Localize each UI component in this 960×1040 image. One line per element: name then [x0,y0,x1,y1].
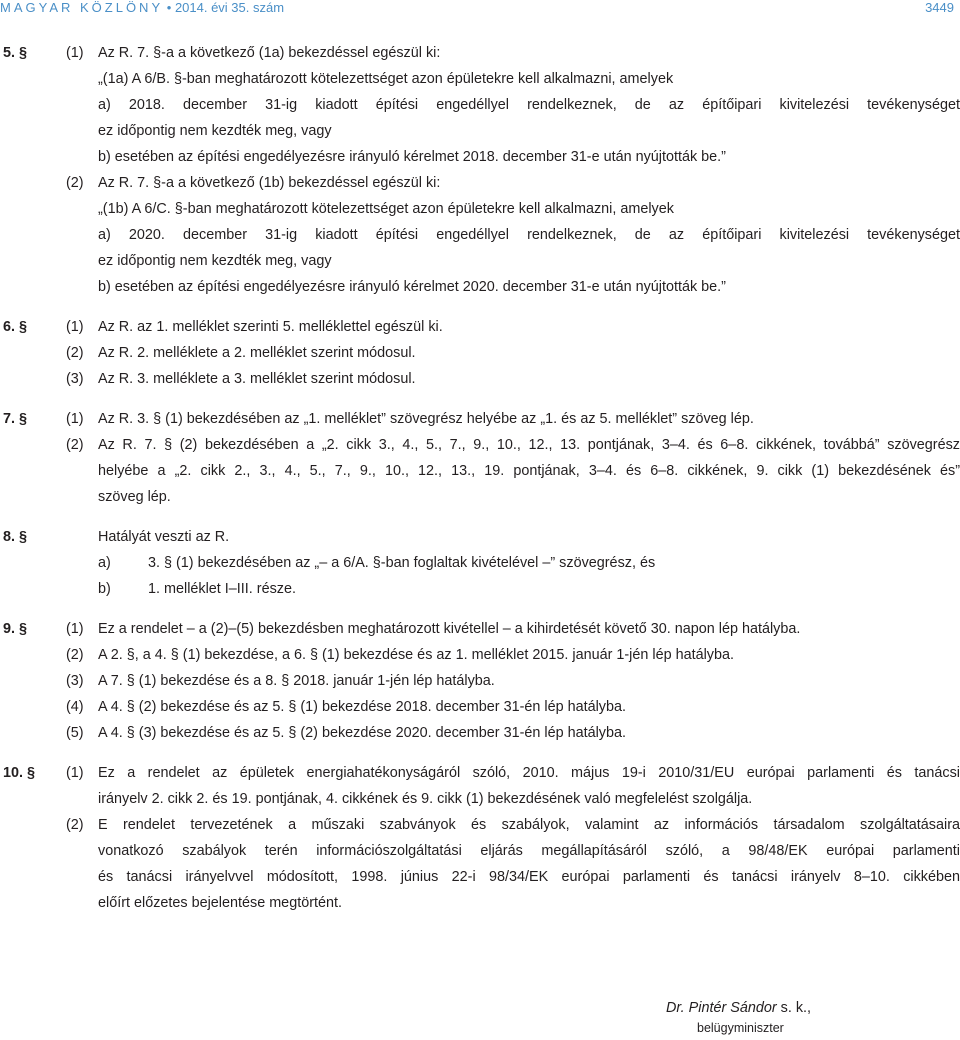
point-item [0,576,960,602]
section [0,406,960,510]
text-line: Az R. 7. §-a a következő (1a) bekezdéssel egészül ki: [98,45,441,61]
text-line: Az R. az 1. melléklet szerinti 5. melléklettel egészül ki. [98,319,443,335]
section-number: 8. § [3,529,28,545]
paragraph [0,340,960,366]
paragraph-number: (1) [66,411,84,427]
paragraph [0,406,960,432]
section [0,314,960,392]
section [0,760,960,916]
text-line: b) esetében az építési engedélyezésre irányuló kérelmet 2018. december 31-e után nyújtották be.” [98,149,726,165]
text-line: helyébe a „2. cikk 2., 3., 4., 5., 7., 9., 10., 12., 13., 19. pontjának, 3–4. és 6–8. cikkének, 9. cikk (1) bekezdésének és” [98,463,960,479]
text-line: A 4. § (2) bekezdése és az 5. § (1) bekezdése 2018. december 31-én lép hatályba. [98,699,626,715]
paragraph-number: (2) [66,437,84,453]
text-line: „(1a) A 6/B. §-ban meghatározott kötelezettséget azon épületekre kell alkalmazni, amelyek [98,71,674,87]
paragraph-number: (2) [66,647,84,663]
text-line: Az R. 7. § (2) bekezdésében a „2. cikk 3., 4., 5., 7., 9., 10., 12., 13. pontjának, 3–4. és 6–8. cikkének, továbbá” szövegrész [98,437,960,453]
paragraph [0,314,960,340]
text-line: előírt előzetes bejelentése megtörtént. [98,895,342,911]
point-text: 3. § (1) bekezdésében az „– a 6/A. §-ban foglaltak kivételével –” szövegrész, és [148,555,656,571]
paragraph-number: (1) [66,765,84,781]
header-separator: • [166,0,172,15]
text-line: és tanácsi irányelvvel módosított, 1998. június 22-i 98/34/EK európai parlamenti és tanácsi irányelv 8–10. cikkében [98,869,960,885]
section-number: 5. § [3,45,28,61]
point-label: b) [98,581,111,597]
page-header [0,0,960,16]
signatory-name: Dr. Pintér Sándor [666,1000,777,1016]
signatory-suffix: s. k., [776,1000,812,1016]
paragraph-number: (1) [66,621,84,637]
paragraph-number: (2) [66,175,84,191]
paragraph [0,366,960,392]
paragraph-number: (5) [66,725,84,741]
signatory-title: belügyminiszter [697,1021,784,1035]
text-line: ez időpontig nem kezdték meg, vagy [98,253,332,269]
paragraph [0,668,960,694]
paragraph [0,524,960,550]
text-line: vonatkozó szabályok terén információszolgáltatási eljárás megállapításáról szóló, a 98/48/EK európai parlamenti [98,843,960,859]
text-line: Ez a rendelet az épületek energiahatékonyságáról szóló, 2010. május 19-i 2010/31/EU európai parlamenti és tanácsi [98,765,960,781]
text-line: Ez a rendelet – a (2)–(5) bekezdésben meghatározott kivétellel – a kihirdetését követő 30. napon lép hatályba. [98,621,801,637]
point-item [0,550,960,576]
section-number: 6. § [3,319,28,335]
text-line: b) esetében az építési engedélyezésre irányuló kérelmet 2020. december 31-e után nyújtották be.” [98,279,726,295]
signatory [666,998,811,1018]
paragraph-number: (3) [66,371,84,387]
point-label: a) [98,555,111,571]
text-line: Az R. 7. §-a a következő (1b) bekezdéssel egészül ki: [98,175,441,191]
section [0,524,960,602]
paragraph-number: (3) [66,673,84,689]
paragraph [0,432,960,510]
text-line: A 2. §, a 4. § (1) bekezdése, a 6. § (1) bekezdése és az 1. melléklet 2015. január 1-jén lép hatályba. [98,647,734,663]
paragraph [0,642,960,668]
text-line: Az R. 3. § (1) bekezdésében az „1. melléklet” szövegrész helyébe az „1. és az 5. melléklet” szöveg lép. [98,411,754,427]
paragraph [0,760,960,812]
text-line: A 7. § (1) bekezdése és a 8. § 2018. január 1-jén lép hatályba. [98,673,495,689]
text-line: a) 2020. december 31-ig kiadott építési engedéllyel rendelkeznek, de az építőipari kivitelezési tevékenységet [98,227,960,243]
paragraph [0,170,960,300]
text-line: ez időpontig nem kezdték meg, vagy [98,123,332,139]
text-line: a) 2018. december 31-ig kiadott építési engedéllyel rendelkeznek, de az építőipari kivitelezési tevékenységet [98,97,960,113]
text-line: Az R. 3. melléklete a 3. melléklet szerint módosul. [98,371,416,387]
paragraph-number: (2) [66,817,84,833]
paragraph [0,40,960,170]
text-line: szöveg lép. [98,489,171,505]
year-issue: 2014. évi 35. szám [174,0,285,15]
paragraph [0,812,960,916]
paragraph-number: (1) [66,319,84,335]
text-line: A 4. § (3) bekezdése és az 5. § (2) bekezdése 2020. december 31-én lép hatályba. [98,725,626,741]
paragraph [0,694,960,720]
text-line: „(1b) A 6/C. §-ban meghatározott kötelezettséget azon épületekre kell alkalmazni, amelyek [98,201,674,217]
paragraph-number: (4) [66,699,84,715]
header-left [0,0,284,16]
text-line: Hatályát veszti az R. [98,529,230,545]
section-number: 10. § [3,765,36,781]
paragraph [0,616,960,642]
point-text: 1. melléklet I–III. része. [148,581,296,597]
paragraph [0,720,960,746]
document-body [0,40,960,916]
paragraph-number: (2) [66,345,84,361]
journal-name: MAGYAR KÖZLÖNY [0,0,164,15]
section [0,616,960,746]
section-number: 7. § [3,411,28,427]
section-number: 9. § [3,621,28,637]
section [0,40,960,300]
text-line: Az R. 2. melléklete a 2. melléklet szerint módosul. [98,345,416,361]
paragraph-number: (1) [66,45,84,61]
text-line: irányelv 2. cikk 2. és 19. pontjának, 4. cikkének és 9. cikk (1) bekezdésének való megfelelést szolgálja. [98,791,753,807]
text-line: E rendelet tervezetének a műszaki szabványok és szabályok, valamint az információs társadalom szolgáltatásaira [98,817,960,833]
page-number: 3449 [925,0,954,15]
